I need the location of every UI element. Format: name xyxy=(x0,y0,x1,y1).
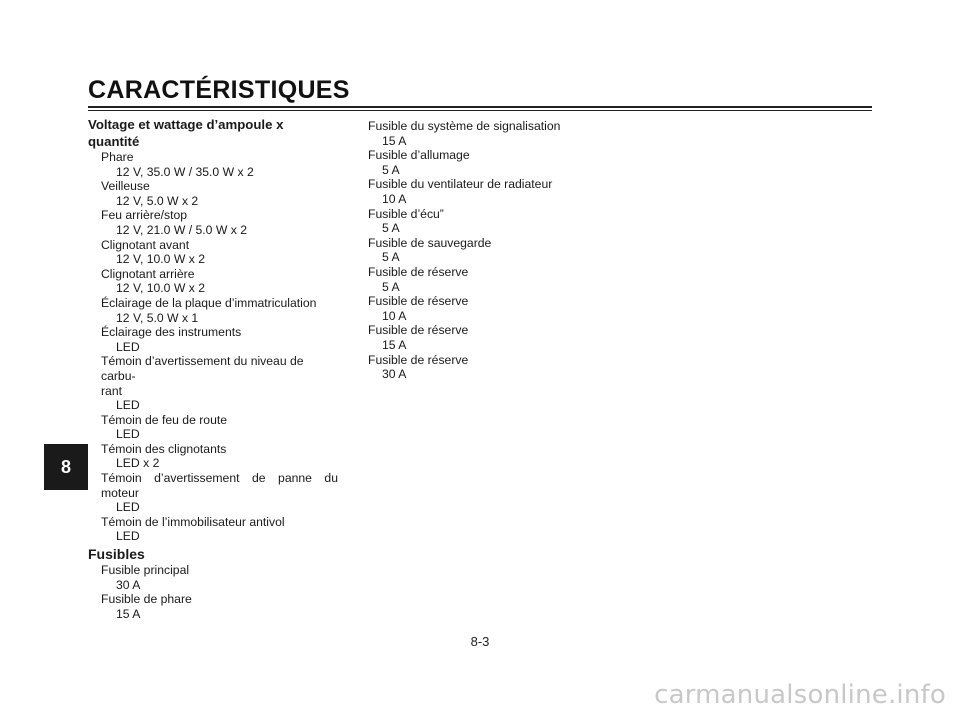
spec-label: Fusible de réserve xyxy=(368,352,469,367)
header-rule-thin xyxy=(88,110,872,111)
spec-value: 10 A xyxy=(382,308,407,323)
spec-label: Veilleuse xyxy=(101,179,150,194)
page-number: 8-3 xyxy=(470,634,490,649)
spec-label-line1: Témoin d’avertissement du niveau de carbu- xyxy=(101,354,304,383)
spec-label: Éclairage des instruments xyxy=(101,325,242,340)
spec-value: LED xyxy=(116,398,140,413)
header-rule-thick xyxy=(88,106,872,108)
spec-value: 5 A xyxy=(382,250,400,265)
spec-value: 5 A xyxy=(382,162,400,177)
spec-label-line1: Témoin d’avertissement de panne du xyxy=(101,471,338,486)
page-title: CARACTÉRISTIQUES xyxy=(88,76,350,104)
spec-label: Témoin de feu de route xyxy=(101,412,228,427)
watermark: carmanualsonline.info xyxy=(654,680,946,710)
chapter-tab: 8 xyxy=(44,444,88,490)
section-title-fuses: Fusibles xyxy=(88,546,145,563)
spec-label: Clignotant arrière xyxy=(101,266,195,281)
section-title-bulbs xyxy=(88,116,338,150)
spec-label: Témoin des clignotants xyxy=(101,441,227,456)
spec-value: 5 A xyxy=(382,221,400,236)
right-column xyxy=(368,119,628,382)
spec-value: LED xyxy=(116,529,140,544)
section-title-line1: Voltage et wattage d’ampoule x xyxy=(88,117,284,132)
spec-value: 30 A xyxy=(116,577,141,592)
spec-label: Fusible du système de signalisation xyxy=(368,119,561,133)
spec-label: Clignotant avant xyxy=(101,237,190,252)
spec-value: LED xyxy=(116,500,140,515)
left-column xyxy=(88,116,338,621)
spec-label-line2: moteur xyxy=(101,485,139,500)
spec-label: Fusible du ventilateur de radiateur xyxy=(368,177,553,192)
spec-value: 12 V, 10.0 W x 2 xyxy=(116,252,205,267)
spec-value: LED xyxy=(116,427,140,442)
spec-value: LED xyxy=(116,339,140,354)
spec-value: 12 V, 5.0 W x 2 xyxy=(116,193,199,208)
spec-value: 10 A xyxy=(382,191,407,206)
spec-value: 15 A xyxy=(382,337,407,352)
section-title-line2: quantité xyxy=(88,134,140,149)
spec-label: Éclairage de la plaque d’immatriculation xyxy=(101,295,317,310)
spec-value: LED x 2 xyxy=(116,456,160,471)
spec-value: 12 V, 21.0 W / 5.0 W x 2 xyxy=(116,222,247,237)
spec-label: Témoin de l’immobilisateur antivol xyxy=(101,514,285,529)
spec-value: 12 V, 10.0 W x 2 xyxy=(116,281,205,296)
spec-value: 12 V, 5.0 W x 1 xyxy=(116,310,199,325)
spec-value: 15 A xyxy=(116,606,141,621)
spec-label: Fusible de réserve xyxy=(368,294,469,309)
spec-label: Fusible principal xyxy=(101,563,190,578)
spec-label: Fusible de réserve xyxy=(368,264,469,279)
spec-value: 12 V, 35.0 W / 35.0 W x 2 xyxy=(116,164,254,179)
spec-value: 15 A xyxy=(382,133,407,148)
spec-label: Fusible d’allumage xyxy=(368,148,470,163)
spec-label: Fusible de réserve xyxy=(368,323,469,338)
spec-label: Phare xyxy=(101,150,134,164)
spec-label: Fusible de sauvegarde xyxy=(368,235,492,250)
spec-label: Fusible de phare xyxy=(101,592,192,607)
spec-label: Feu arrière/stop xyxy=(101,208,188,223)
spec-value: 30 A xyxy=(382,367,407,382)
spec-label-line2: rant xyxy=(101,383,123,398)
spec-value: 5 A xyxy=(382,279,400,294)
spec-label: Fusible d’écu” xyxy=(368,206,444,221)
